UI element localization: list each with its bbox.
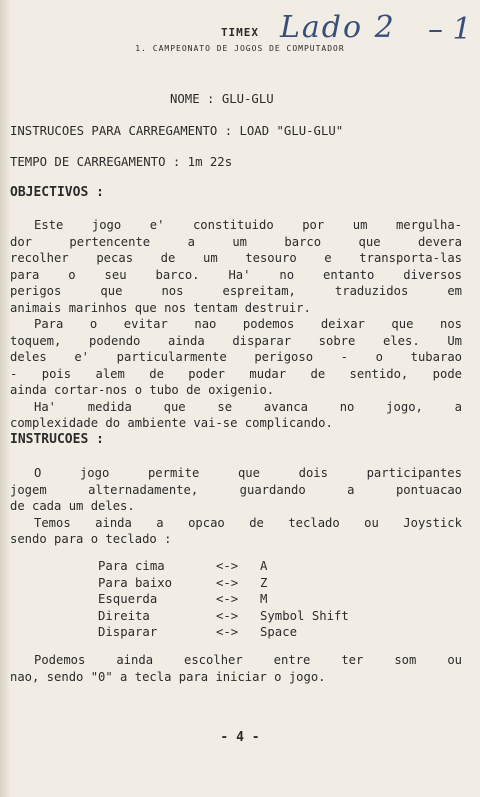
load-time: TEMPO DE CARREGAMENTO : 1m 22s [10,155,233,169]
text-line: perigos que nos espreitam, traduzidos em [10,284,462,298]
control-key: Symbol Shift [260,608,349,623]
control-key: Z [260,575,268,590]
text-line: ainda cortar-nos o tubo de oxigenio. [10,383,275,397]
control-action: Para baixo [98,575,173,590]
page-fold-shadow [0,0,10,797]
control-action: Esquerda [98,592,158,606]
instructions-heading: INSTRUCOES : [10,432,104,447]
control-row [98,591,349,608]
control-action: Para cima [98,559,165,573]
subtitle: 1. CAMPEONATO DE JOGOS DE COMPUTADOR [135,44,345,53]
control-key: A [260,559,268,573]
keyboard-controls [98,558,349,641]
text-line: Para o evitar nao podemos deixar que nos [34,317,462,331]
control-row [98,575,349,592]
control-arrow: <-> [216,592,239,606]
text-line: - pois alem de poder mudar de sentido, pode [10,366,462,381]
control-action: Disparar [98,625,158,639]
page-number: - 4 - [220,730,260,745]
brand-title: TIMEX [220,26,260,39]
load-instructions: INSTRUCOES PARA CARREGAMENTO : LOAD "GLU-GLU" [10,124,344,138]
control-key: M [260,592,268,606]
text-line: jogem alternadamente, guardando a pontuacao [10,482,462,497]
text-line: nao, sendo "0" a tecla para iniciar o jogo. [10,669,326,684]
text-line: deles e' particularmente perigoso - o tubarao [10,350,462,364]
text-line: Temos ainda a opcao de teclado ou Joystick [34,515,462,530]
objectives-text [10,217,462,432]
control-arrow: <-> [216,625,239,639]
control-arrow: <-> [216,608,239,623]
text-line: para o seu barco. Ha' no entanto diversos [10,267,462,282]
closing-text [10,652,462,685]
text-line: animais marinhos que nos tentam destruir. [10,300,311,315]
control-action: Direita [98,608,150,623]
control-row [98,608,349,625]
text-line: sendo para o teclado : [10,532,172,546]
text-line: Este jogo e' constituido por um mergulha- [34,218,462,232]
text-line: Ha' medida que se avanca no jogo, a [34,399,462,414]
objectives-heading: OBJECTIVOS : [10,185,104,200]
text-line: dor pertencente a um barco que devera [10,234,462,249]
text-line: recolher pecas de um tesouro e transporta-las [10,251,462,265]
text-line: toquem, podendo ainda disparar sobre eles. Um [10,333,462,348]
text-line: O jogo permite que dois participantes [34,466,462,480]
instructions-text [10,465,462,548]
handwritten-number: – 1 [428,12,472,47]
text-line: Podemos ainda escolher entre ter som ou [34,653,462,667]
handwritten-note: Lado 2 [280,10,396,45]
text-line: de cada um deles. [10,499,135,513]
control-row [98,624,349,641]
control-row [98,558,349,575]
text-line: complexidade do ambiente vai-se complicando. [10,416,333,430]
control-arrow: <-> [216,575,239,590]
control-arrow: <-> [216,559,239,573]
control-key: Space [260,625,298,639]
game-name: NOME : GLU-GLU [170,92,274,106]
